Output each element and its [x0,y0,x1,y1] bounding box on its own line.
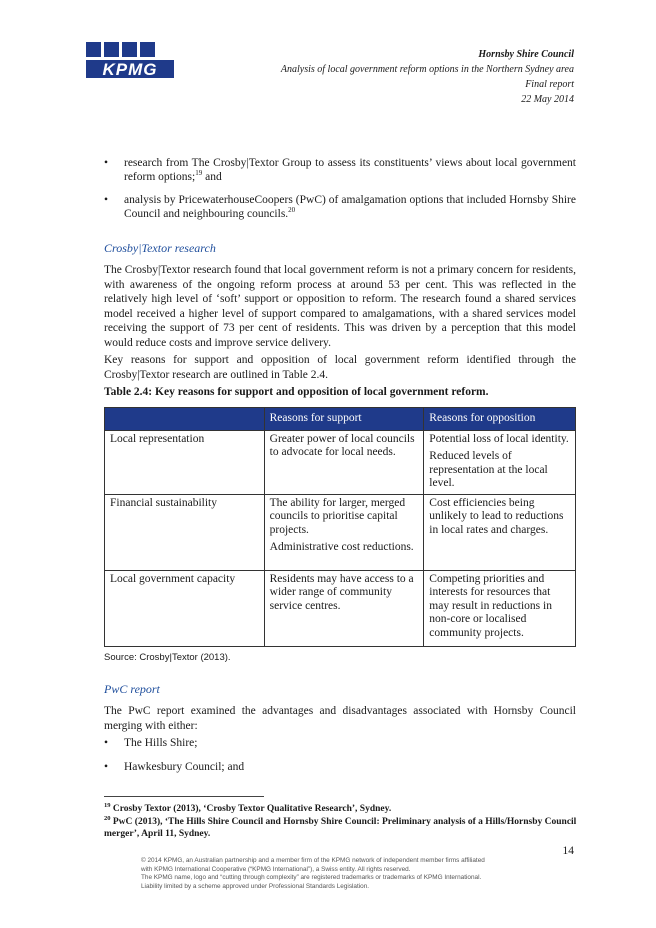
list-item: • The Hills Shire; [104,736,576,750]
footnote: $^{19}$ Crosby Textor (2013), ‘Crosby Textor Qualitative Research’, Sydney. [104,801,392,814]
header-report-type: Final report [525,79,574,90]
footnote: $^{20}$ PwC (2013), ‘The Hills Shire Council and Hornsby Shire Council: Preliminary analysis of a Hills/Hornsby Council merger’, April 11, Sydney. [104,814,577,839]
table-cell-support: Greater power of local councils to advocate for local needs. [264,430,424,494]
table-cell-support: The ability for larger, merged councils to prioritise capital projects. Administrative cost reductions. [264,494,424,570]
pwc-bullet-list [104,736,576,784]
table-cell-opposition: Potential loss of local identity. Reduced levels of representation at the local level. [424,430,576,494]
footnotes [104,803,582,841]
table-header-cell: Reasons for opposition [424,408,576,431]
table-row [105,494,576,570]
page-number: 14 [562,845,574,857]
reasons-table [104,407,576,647]
list-item: • Hawkesbury Council; and [104,760,576,774]
running-header [281,47,574,107]
list-item: • research from The Crosby|Textor Group to assess its constituents’ views about local government reform options;$^{19}$ and [104,156,576,184]
table-cell-label: Financial sustainability [105,494,265,570]
kpmg-logo [86,42,174,80]
crosby-paragraph-2: Key reasons for support and opposition of local government reform identified through the Crosby|Textor research are outlined in Table 2.4. [104,354,576,381]
section-heading-crosby: Crosby|Textor research [104,241,216,255]
pwc-paragraph: The PwC report examined the advantages and disadvantages associated with Hornsby Council merging with either: [104,705,576,732]
header-organization: Hornsby Shire Council [478,49,574,60]
list-item: • analysis by PricewaterhouseCoopers (PwC) of amalgamation options that included Hornsby Shire Council and neighbouring councils.$^{20}$ [104,193,576,221]
legal-notice: © 2014 KPMG, an Australian partnership and a member firm of the KPMG network of independent member firms affiliated with KPMG International Cooperative (“KPMG International”), a Swiss entity. All rights reserved. The KPMG name, logo and “cutting through complexity” are registered trademarks or trademarks of KPMG International. Liability limited by a scheme approved under Professional Standards Legislation. [141,857,485,890]
footnote-divider [104,796,264,797]
table-cell-label: Local government capacity [105,570,265,646]
crosby-paragraph-1: The Crosby|Textor research found that local government reform is not a primary concern for residents, with awareness of the ongoing reform process at around 53 per cent. This was reflected in the relatively high level of ‘soft’ support or opposition to reform. The research found a shared services model received a higher level of support compared to amalgamations, with a shared services model receiving the support of 73 per cent of residents. This was driven by a perception that this model would reduce costs and improve service delivery. [104,264,576,349]
table-cell-label: Local representation [105,430,265,494]
table-header-cell: Reasons for support [264,408,424,431]
table-row [105,430,576,494]
footnote-ref: 20 [288,206,296,215]
intro-bullet-list [104,156,576,230]
table-cell-support: Residents may have access to a wider range of community service centres. [264,570,424,646]
header-date: 22 May 2014 [521,94,574,105]
table-header-row [105,408,576,431]
table-header-cell [105,408,265,431]
table-row [105,570,576,646]
footnote-ref: 19 [195,169,203,178]
table-source: Source: Crosby|Textor (2013). [104,652,231,663]
table-caption: Table 2.4: Key reasons for support and opposition of local government reform. [104,386,489,398]
header-subtitle: Analysis of local government reform options in the Northern Sydney area [280,64,574,75]
table-cell-opposition: Cost efficiencies being unlikely to lead to reductions in local rates and charges. [424,494,576,570]
section-heading-pwc: PwC report [104,682,160,696]
table-cell-opposition: Competing priorities and interests for resources that may result in reductions in non-core or localised community projects. [424,570,576,646]
logo-text: KPMG [102,60,158,79]
